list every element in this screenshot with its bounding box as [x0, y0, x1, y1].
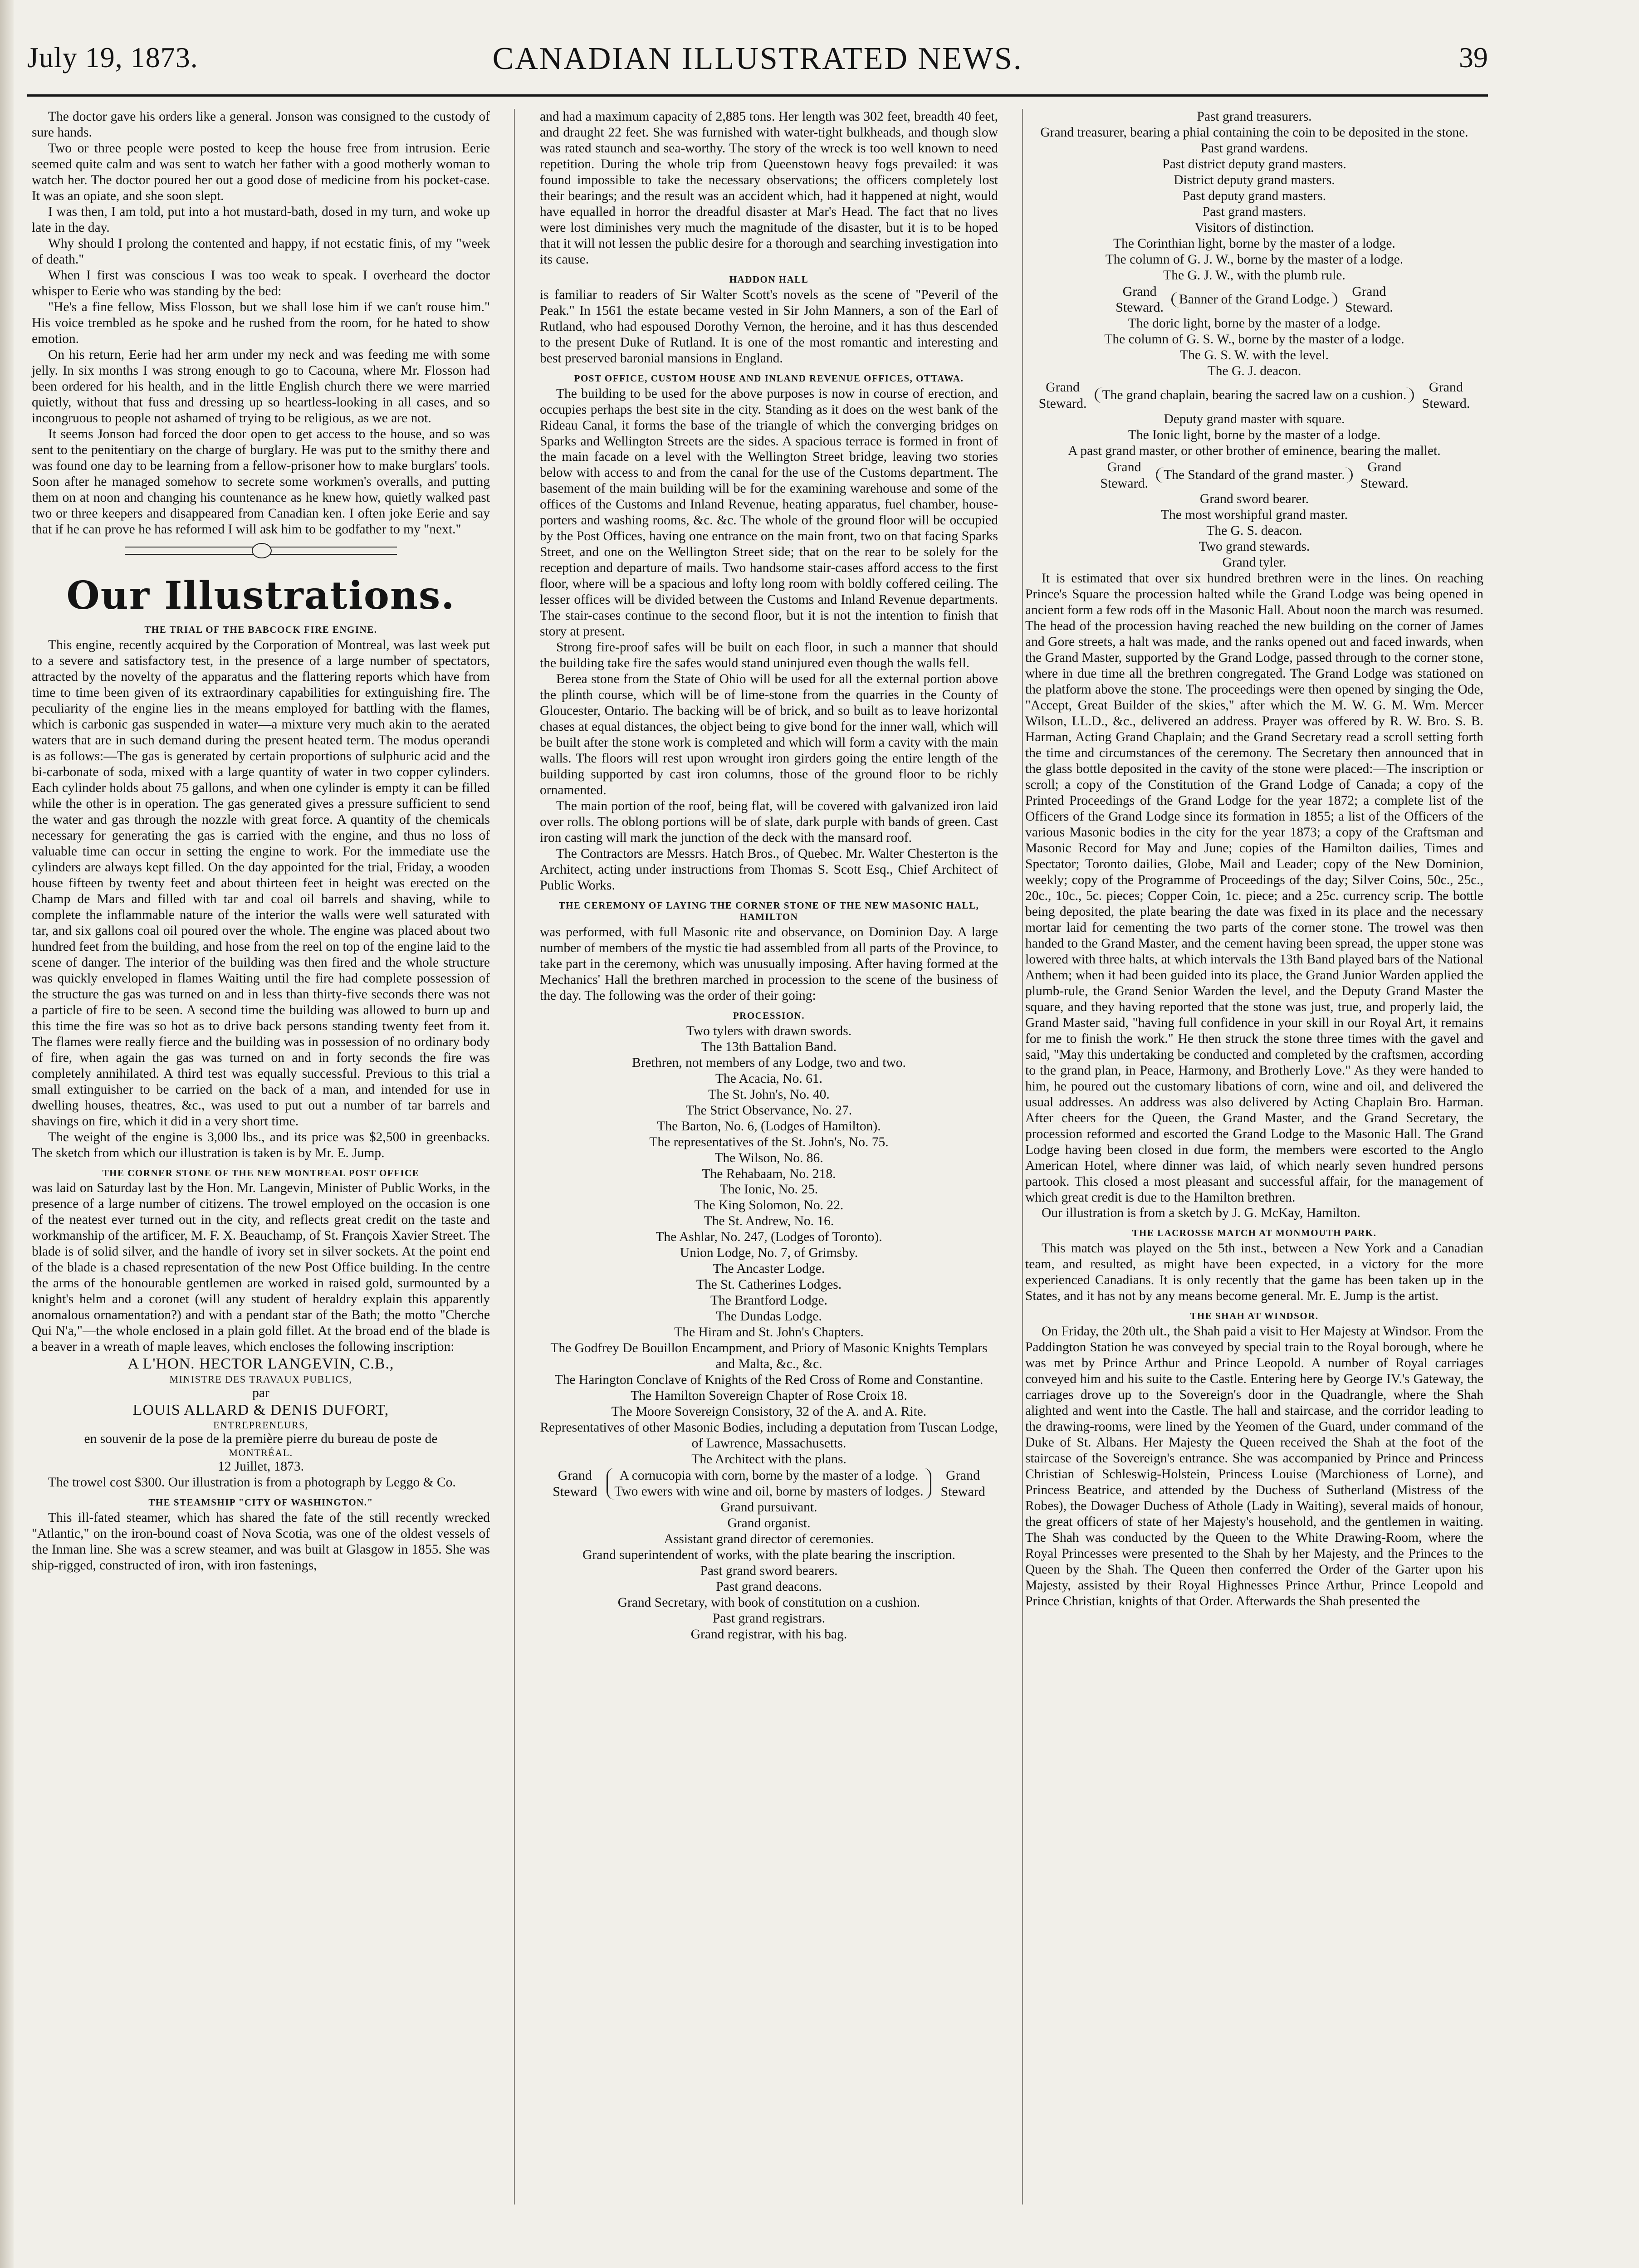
- procession-item: Grand tyler.: [1222, 555, 1287, 570]
- procession-item: Union Lodge, No. 7, of Grimsby.: [680, 1246, 858, 1261]
- page-header: [27, 41, 1488, 91]
- brace-right-label: Grand Steward.: [1360, 459, 1409, 491]
- brace-content: [1095, 387, 1414, 403]
- brace-left-label: Grand Steward.: [1038, 379, 1087, 411]
- procession-item: Banner of the Grand Lodge.: [1179, 292, 1330, 307]
- procession-item: Grand sword bearer.: [1199, 492, 1309, 507]
- procession-item: Past grand treasurers.: [1197, 109, 1312, 124]
- procession-brace-group: [1025, 459, 1483, 491]
- paragraph: The Contractors are Messrs. Hatch Bros., of Quebec. Mr. Walter Chesterton is the Architect, acting under instructions from Thomas S. Scott Esq., Chief Architect of Public Works.: [540, 846, 998, 893]
- procession-item: The G. J. W., with the plumb rule.: [1163, 268, 1345, 283]
- procession-item: Assistant grand director of ceremonies.: [664, 1532, 874, 1547]
- procession-item: Past deputy grand masters.: [1182, 188, 1326, 203]
- procession-list: [1025, 109, 1483, 284]
- procession-item: The representatives of the St. John's, No. 75.: [649, 1134, 889, 1149]
- brace-right-label: Grand Steward: [940, 1468, 985, 1499]
- issue-date: July 19, 1873.: [27, 41, 198, 73]
- procession-item: The St. John's, No. 40.: [708, 1087, 830, 1102]
- procession-item: The Rehabaam, No. 218.: [702, 1166, 836, 1181]
- paragraph: This engine, recently acquired by the Corporation of Montreal, was last week put to a severe and satisfactory test, in the presence of a large number of spectators, attracted by the novelty of the apparatus and the flattering reports which have from time to time been given of its extraordinary capabilities for extinguishing fire. The peculiarity of the engine lies in the means employed for battling with the flames, which is carbonic gas suspended in water—a mixture very much akin to the aerated waters that are in such demand during the present heated term. The modus operandi is as follows:—The gas is generated by certain proportions of sulphuric acid and the bi-carbonate of soda, mixed with a large quantity of water in two copper cylinders. Each cylinder holds about 75 gallons, and when one cylinder is empty it can be filled while the other is in operation. The gas generated gives a pressure sufficient to send the water and gas through the nozzle with great force. A quantity of the chemicals necessary for generating the gas is carried with the engine, and thus no loss of valuable time can occur in setting the engine to work. For the immediate use the cylinders are always kept filled. On the day appointed for the trial, Friday, a wooden house fifteen by twenty feet and about thirteen feet in height was erected on the Champ de Mars and filled with tar and coal oil barrels and shaving, while to complete the inflammable nature of the interior the walls were well saturated with tar, and six gallons coal oil poured over the whole. The engine was placed about two hundred feet from the building, and hose from the reel on top of the engine laid to the scene of danger. The interior of the building was then fired and the whole structure was quickly enveloped in flames Waiting until the fire had complete possession of the structure the gas was turned on and in less than thirty-five seconds there was not a particle of fire to be seen. A second time the building was allowed to burn up and this time the fire was so hot as to drive back persons standing twenty feet from it. The flames were really fierce and the building was in possession of no ordinary body of fire, when again the gas was turned on and in forty seconds the fire was completely annihilated. A third test was equally successful. Previous to this trial a small extinguisher to be carried on the back of a man, and intended for use in dwelling houses, theatres, &c., was used to put out a number of tar barrels and shavings on fire, which it did in a very short time.: [32, 638, 490, 1129]
- paragraph: The trowel cost $300. Our illustration is from a photograph by Leggo & Co.: [48, 1475, 456, 1490]
- procession-item: A past grand master, or other brother of eminence, bearing the mallet.: [1068, 444, 1441, 459]
- subheading: THE TRIAL OF THE BABCOCK FIRE ENGINE.: [144, 624, 377, 635]
- brace-right-label: Grand Steward.: [1422, 379, 1470, 411]
- procession-item: The column of G. S. W., borne by the master of a lodge.: [1104, 332, 1404, 347]
- procession-item: Deputy grand master with square.: [1164, 412, 1345, 427]
- procession-item: Past grand deacons.: [716, 1579, 822, 1594]
- paragraph: This match was played on the 5th inst., between a New York and a Canadian team, and resulted, as might have been expected, in a victory for the more experienced Canadians. It is only recently that the game has been taken up in the States, and it has not by any means become general. Mr. E. Jump is the artist.: [1025, 1241, 1483, 1304]
- page-edge: [0, 0, 14, 2268]
- column-2: [540, 109, 998, 1642]
- paragraph: It seems Jonson had forced the door open to get access to the house, and so was sent to the penitentiary on the charge of burglary. He was put to the smithy there and was found one day to be learning from a fellow-prisoner how to make burglars' tools. Soon after he managed somehow to secrete some workmen's overalls, and putting them on at noon and changing his countenance as he knew how, quietly walked past two or three keepers and disappeared from Canadian ken. I often joke Eerie and say that if he can prove he has reformed I will ask him to be godfather to my "next.": [32, 426, 490, 537]
- ornamental-rule: [125, 547, 397, 555]
- procession-item: The Strict Observance, No. 27.: [685, 1103, 852, 1118]
- header-rule: [27, 94, 1488, 97]
- procession-item: A cornucopia with corn, borne by the master of a lodge.: [619, 1468, 919, 1483]
- inscription-line: ENTREPRENEURS,: [213, 1419, 308, 1431]
- subheading: THE CEREMONY OF LAYING THE CORNER STONE OF THE NEW MASONIC HALL, HAMILTON: [558, 900, 979, 922]
- procession-item: The Dundas Lodge.: [716, 1309, 822, 1324]
- paragraph: "He's a fine fellow, Miss Flosson, but we shall lose him if we can't rouse him." His voice trembled as he spoke and he rushed from the room, for he hated to show emotion.: [32, 299, 490, 346]
- procession-item: The doric light, borne by the master of a lodge.: [1128, 316, 1381, 331]
- procession-brace-group: [540, 1467, 998, 1500]
- procession-item: Two ewers with wine and oil, borne by masters of lodges.: [614, 1484, 924, 1499]
- procession-item: The Architect with the plans.: [691, 1452, 846, 1467]
- subheading: THE SHAH AT WINDSOR.: [1190, 1310, 1319, 1322]
- procession-item: The G. J. deacon.: [1207, 363, 1301, 378]
- procession-item: Past grand wardens.: [1200, 141, 1308, 156]
- procession-list: [540, 1500, 998, 1642]
- procession-item: Visitors of distinction.: [1194, 220, 1314, 235]
- paragraph: I was then, I am told, put into a hot mustard-bath, dosed in my turn, and woke up late in the day.: [32, 204, 490, 235]
- procession-item: The G. S. deacon.: [1206, 523, 1302, 538]
- procession-item: The Ancaster Lodge.: [713, 1261, 825, 1276]
- procession-item: Past district deputy grand masters.: [1162, 156, 1346, 171]
- brace-right-label: Grand Steward.: [1345, 284, 1393, 315]
- subheading: THE LACROSSE MATCH AT MONMOUTH PARK.: [1132, 1227, 1377, 1239]
- procession-list: [1025, 316, 1483, 379]
- paragraph: Berea stone from the State of Ohio will be used for all the external portion above the plinth course, which will be of lime-stone from the quarries in the County of Gloucester, Ontario. The backing will be of brick, and so built as to leave horizontal chases at equal distances, the object being to give bond for the inner wall, which will be built after the stone work is completed and which will form a cavity with the main walls. The floors will rest upon wrought iron girders going the entire length of the building supported by cast iron columns, those of the ground floor to be richly ornamented.: [540, 672, 998, 798]
- procession-brace-group: [1025, 379, 1483, 411]
- procession-item: The Godfrey De Bouillon Encampment, and Priory of Masonic Knights Templars and Malta, &c., &c.: [550, 1341, 988, 1372]
- procession-item: Grand treasurer, bearing a phial containing the coin to be deposited in the stone.: [1040, 125, 1468, 140]
- brace-content: [1156, 467, 1353, 483]
- paragraph: Two or three people were posted to keep the house free from intrusion. Eerie seemed quite calm and was sent to watch her father with a good motherly woman to watch her. The doctor poured her out a good dose of medicine from his pocket-case. It was an opiate, and she soon slept.: [32, 141, 490, 203]
- masthead-title: CANADIAN ILLUSTRATED NEWS.: [492, 41, 1023, 76]
- procession-item: The St. Andrew, No. 16.: [704, 1214, 834, 1229]
- inscription-line: par: [252, 1385, 269, 1400]
- procession-item: The Moore Sovereign Consistory, 32 of the A. and A. Rite.: [611, 1404, 927, 1419]
- procession-item: The 13th Battalion Band.: [701, 1039, 837, 1054]
- procession-item: Grand organist.: [727, 1516, 811, 1531]
- paragraph: The building to be used for the above purposes is now in course of erection, and occupies perhaps the best site in the city. Standing as it does on the west bank of the Rideau Canal, it forms the base of the triangle of which the converging bridges on Sparks and Wellington Streets are the sides. A spacious terrace is formed in front of the main facade on a level with the Wellington Street bridge, leaving two stories below with access to and from the canal for the use of the Customs department. The basement of the main building will be for the examining warehouse and some of the offices of the Customs and Inland Revenue, heating apparatus, fuel chamber, house-porters and washing rooms, &c. &c. The whole of the ground floor will be occupied by the Post Offices, having one entrance on the main front, two on that facing Sparks Street, and one on the Wellington Street side; that on the rear to be solely for the reception and departure of mails. Two handsome stair-cases afford access to the first floor, where will be a spacious and lofty long room with boldly coffered ceiling. The lesser offices will be divided between the Customs and Inland Revenue departments. The stair-cases continue to the second floor, but it is not the intention to finish that story at present.: [540, 386, 998, 639]
- inscription-line: en souvenir de la pose de la première pierre du bureau de poste de: [84, 1432, 438, 1447]
- procession-list: [1025, 491, 1483, 571]
- brace-content: [607, 1468, 931, 1500]
- paragraph: is familiar to readers of Sir Walter Scott's novels as the scene of "Peveril of the Peak." In 1561 the estate became vested in Sir John Manners, a son of the Earl of Rutland, who had espoused Dorothy Vernon, the heroine, and it has thus descended to the present Duke of Rutland. It is one of the most romantic and interesting and best preserved baronial mansions in England.: [540, 287, 998, 366]
- column-1: [32, 109, 490, 1574]
- procession-item: The Corinthian light, borne by the master of a lodge.: [1113, 236, 1395, 251]
- paragraph: The doctor gave his orders like a general. Jonson was consigned to the custody of sure hands.: [32, 109, 490, 140]
- procession-item: The St. Catherines Lodges.: [696, 1277, 842, 1292]
- procession-item: Past grand registrars.: [712, 1611, 826, 1626]
- procession-item: The G. S. W. with the level.: [1180, 347, 1329, 362]
- paragraph: and had a maximum capacity of 2,885 tons. Her length was 302 feet, breadth 40 feet, and draught 22 feet. She was furnished with water-tight bulkheads, and though slow was rated staunch and sea-worthy. The story of the wreck is too well known to need repetition. During the whole trip from Queenstown heavy fogs prevailed: it was found impossible to take the necessary observations; the officers completely lost their bearings; and the result was an accident which, had it happened at night, would have equalled in horror the dreadful disaster at Mar's Head. The fact that no lives were lost diminishes very much the magnitude of the disaster, but it is to be hoped that it will not lessen the public desire for a thorough and searching investigation into its cause.: [540, 109, 998, 267]
- procession-item: Grand superintendent of works, with the plate bearing the inscription.: [582, 1548, 955, 1563]
- paragraph: When I first was conscious I was too weak to speak. I overheard the doctor whisper to Eerie who was standing by the bed:: [32, 268, 490, 298]
- brace-content: [1171, 292, 1337, 308]
- procession-item: The column of G. J. W., borne by the master of a lodge.: [1105, 252, 1404, 267]
- procession-item: The King Solomon, No. 22.: [694, 1198, 844, 1213]
- brace-left-label: Grand Steward.: [1100, 459, 1149, 491]
- procession-item: The Hiram and St. John's Chapters.: [674, 1325, 864, 1340]
- paragraph: On Friday, the 20th ult., the Shah paid a visit to Her Majesty at Windsor. From the Paddington Station he was conveyed by special train to the Royal borough, where he was met by Prince Arthur and Prince Leopold. A number of Royal carriages conveyed him and his suite to the Castle. Entering here by George IV.'s Gateway, the carriages drove up to the Sovereign's door in the Quadrangle, where the Shah alighted and went into the Castle. The hall and staircase, and the corridor leading to the drawing-rooms, were lined by the Yeomen of the Guard, under command of the Duke of St. Albans. Her Majesty the Queen received the Shah at the foot of the staircase of the Sovereign's entrance. She was accompanied by Prince and Princess Christian of Schleswig-Holstein, Princess Louise (Marchioness of Lorne), and Princess Beatrice, and attended by the Duchess of Sutherland (Mistress of the Robes), the Dowager Duchess of Athole (Lady in Waiting), several maids of honour, the great officers of state of her Majesty's household, and the gentlemen in waiting. The Shah was conducted by the Queen to the White Drawing-Room, where the Royal Princesses were presented to the Shah by her Majesty, and the Princes to the Queen by the Shah. The Queen then conferred the Order of the Garter upon his Majesty, assisted by their Royal Highnesses Prince Arthur, Prince Leopold and Prince Christian, knights of that Order. Afterwards the Shah presented the: [1025, 1324, 1483, 1608]
- subheading: HADDON HALL: [729, 274, 809, 285]
- paragraph: It is estimated that over six hundred brethren were in the lines. On reaching Prince's Square the procession halted while the Grand Lodge was being opened in ancient form a few rods off in the Masonic Hall. About noon the march was resumed. The head of the procession having reached the new building on the corner of James and Gore streets, a halt was made, and the ranks opened out and faced inwards, when the Grand Master, supported by the Grand Lodge, passed through to the corner stone, where in due time all the brethren congregated. The Grand Lodge was stationed on the platform above the stone. The proceedings were then opened by singing the Ode, "Accept, Great Builder of the skies," after which the M. W. G. M. Wm. Mercer Wilson, LL.D., &c., delivered an address. Prayer was offered by R. W. Bro. S. B. Harman, Acting Grand Chaplain; and the Grand Secretary read a scroll setting forth the time and circumstances of the ceremony. The Secretary then announced that in the glass bottle deposited in the cavity of the stone were placed:—The inscription or scroll; a copy of the Constitution of the Grand Lodge of Canada; a copy of the Printed Proceedings of the Grand Lodge for the year 1872; a complete list of the Officers of the Grand Lodge since its formation in 1855; a list of the Officers of the various Masonic bodies in the city for the year 1873; a copy of the Craftsman and Masonic Record for May and June; copies of the Hamilton dailies, Times and Spectator; Toronto dailies, Globe, Mail and Leader; copy of the New Dominion, weekly; copy of the Programme of Proceedings of the day; Silver Coins, 50c., 25c., 20c., 10c., 5c. pieces; Copper Coin, 1c. piece; and a 25c. currency scrip. The bottle being deposited, the plate bearing the date was fixed in its place and the necessary mortar laid for cementing the two parts of the corner stone. The trowel was then handed to the Grand Master, and the cement having been spread, the upper stone was lowered with three halts, at which intervals the 13th Band played bars of the National Anthem; when it had been guided into its place, the Grand Junior Warden applied the plumb-rule, the Grand Senior Warden the level, and the Deputy Grand Master the square, and they having reported that the stone was just, true, and properly laid, the Grand Master said, "having full confidence in your skill in our Royal Art, it remains for me to finish the work." He then struck the stone three times with the gavel and said, "May this undertaking be conducted and completed by the craftsmen, according to the grand plan, in Peace, Harmony, and Brotherly Love." As they were handed to him, he poured out the customary libations of corn, wine and oil, and delivered the usual addresses. An address was also delivered by Acting Chaplain Bro. Harman. After cheers for the Queen, the Grand Master, and the Grand Secretary, the procession reformed and escorted the Grand Lodge to the Masonic Hall. The Grand Lodge having been closed in due form, the members were escorted to the Anglo American Hotel, where dinner was laid, of which nearly seven hundred persons partook. This closed a most pleasant and successful affair, for the management of which great credit is due to the Hamilton brethren.: [1025, 571, 1483, 1205]
- inscription-line: 12 Juillet, 1873.: [217, 1459, 304, 1474]
- section-title: Our Illustrations.: [66, 572, 455, 618]
- procession-item: Two grand stewards.: [1199, 539, 1310, 554]
- procession-item: Grand pursuivant.: [720, 1500, 817, 1515]
- paragraph: The main portion of the roof, being flat, will be covered with galvanized iron laid over rolls. The oblong portions will be of slate, dark purple with bands of green. Cast iron casting will mark the junction of the deck with the mansard roof.: [540, 799, 998, 846]
- procession-item: The Hamilton Sovereign Chapter of Rose Croix 18.: [631, 1388, 907, 1403]
- procession-item: The most worshipful grand master.: [1160, 508, 1348, 523]
- procession-item: The grand chaplain, bearing the sacred law on a cushion.: [1102, 388, 1407, 402]
- paragraph: Why should I prolong the contented and happy, if not ecstatic finis, of my "week of death.": [32, 236, 490, 267]
- procession-item: The Barton, No. 6, (Lodges of Hamilton).: [657, 1119, 881, 1134]
- paragraph: was laid on Saturday last by the Hon. Mr. Langevin, Minister of Public Works, in the presence of a large number of citizens. The trowel employed on the occasion is one of the neatest ever turned out in the city, and reflects great credit on the taste and workmanship of the artificer, M. F. X. Beauchamp, of St. François Xavier Street. The blade is of solid silver, and the handle of ivory set in silver sockets. At the point end of the blade is a chased representation of the new Post Office building. In the centre the arms of the honourable gentlemen are worked in raised gold, surmounted by a knight's helm and a coronet (will any student of heraldry explain this apparently anomalous ornamentation?) and with a pendant star of the Bath; the motto "Cherche Qui N'a,"—the whole enclosed in a plain gold fillet. At the broad end of the blade is a beaver in a wreath of maple leaves, which encloses the following inscription:: [32, 1181, 490, 1354]
- subheading: PROCESSION.: [733, 1010, 805, 1021]
- procession-item: District deputy grand masters.: [1174, 172, 1335, 187]
- procession-item: Past grand masters.: [1202, 204, 1306, 219]
- paragraph: The weight of the engine is 3,000 lbs., and its price was $2,500 in greenbacks. The sketch from which our illustration is taken is by Mr. E. Jump.: [32, 1129, 490, 1160]
- paragraph: This ill-fated steamer, which has shared the fate of the still recently wrecked "Atlantic," on the iron-bound coast of Nova Scotia, was one of the oldest vessels of the Inman line. She was a screw steamer, and was built at Glasgow in 1855. She was ship-rigged, constructed of iron, with iron fastenings,: [32, 1510, 490, 1573]
- procession-item: Two tylers with drawn swords.: [686, 1023, 852, 1038]
- procession-list: [540, 1023, 998, 1468]
- procession-item: The Ionic, No. 25.: [719, 1182, 818, 1197]
- paragraph: Our illustration is from a sketch by J. G. McKay, Hamilton.: [1042, 1206, 1360, 1221]
- procession-item: The Brantford Lodge.: [710, 1293, 828, 1308]
- brace-left-label: Grand Steward.: [1115, 284, 1164, 315]
- subheading: POST OFFICE, CUSTOM HOUSE AND INLAND REVENUE OFFICES, OTTAWA.: [574, 372, 964, 384]
- paragraph: was performed, with full Masonic rite and observance, on Dominion Day. A large number of members of the mystic tie had assembled from all parts of the Province, to take part in the ceremony, which was unusually imposing. After having formed at the Mechanics' Hall the brethren marched in procession to the scene of the business of the day. The following was the order of their going:: [540, 924, 998, 1003]
- procession-item: The Standard of the grand master.: [1164, 468, 1345, 483]
- procession-item: The Ashlar, No. 247, (Lodges of Toronto).: [656, 1230, 882, 1245]
- paragraph: On his return, Eerie had her arm under my neck and was feeding me with some jelly. In six months I was strong enough to go to Cacouna, where Mr. Flosson had been ordered for his health, and in the little English church there we were married quietly, without that fuss and dressing up so heartless-looking in all cases, and so incongruous to people not ashamed of trying to be religious, as we are not.: [32, 347, 490, 425]
- inscription-line: MONTRÉAL.: [229, 1447, 293, 1459]
- subheading: THE CORNER STONE OF THE NEW MONTREAL POST OFFICE: [102, 1167, 420, 1178]
- inscription-line: A L'HON. HECTOR LANGEVIN, C.B.,: [127, 1355, 394, 1373]
- column-3: [1025, 109, 1483, 1609]
- procession-item: Brethren, not members of any Lodge, two and two.: [632, 1055, 906, 1070]
- inscription-line: LOUIS ALLARD & DENIS DUFORT,: [132, 1401, 389, 1418]
- procession-list: [1025, 411, 1483, 459]
- paragraph: Strong fire-proof safes will be built on each floor, in such a manner that should the building take fire the safes would stand uninjured even though the walls fell.: [540, 640, 998, 671]
- brace-left-label: Grand Steward: [553, 1468, 597, 1499]
- page-number: 39: [1459, 41, 1488, 73]
- procession-item: Grand registrar, with his bag.: [690, 1627, 847, 1642]
- procession-item: Past grand sword bearers.: [700, 1564, 838, 1579]
- subheading: THE STEAMSHIP "CITY OF WASHINGTON.": [148, 1497, 373, 1508]
- procession-item: The Wilson, No. 86.: [714, 1150, 823, 1165]
- procession-item: The Harington Conclave of Knights of the Red Cross of Rome and Constantine.: [554, 1373, 983, 1388]
- procession-item: Grand Secretary, with book of constitution on a cushion.: [617, 1595, 920, 1610]
- inscription-line: MINISTRE DES TRAVAUX PUBLICS,: [169, 1373, 352, 1385]
- procession-item: The Acacia, No. 61.: [715, 1071, 822, 1086]
- procession-item: Representatives of other Masonic Bodies, including a deputation from Tuscan Lodge, of Lawrence, Massachusetts.: [540, 1420, 998, 1451]
- procession-brace-group: [1025, 284, 1483, 316]
- procession-item: The Ionic light, borne by the master of a lodge.: [1128, 428, 1381, 443]
